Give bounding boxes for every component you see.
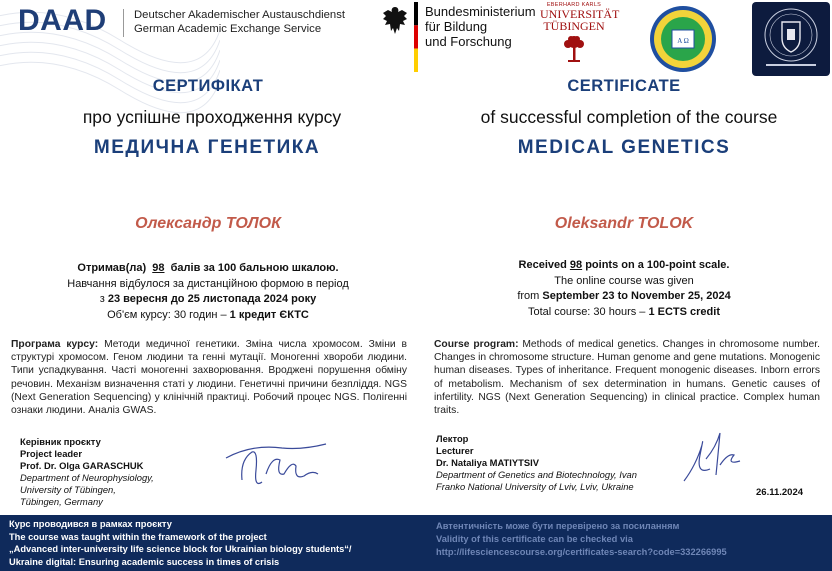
bmbf-line2: für Bildung [425, 19, 488, 34]
score-post-uk: балів за 100 бальною шкалою. [170, 262, 339, 274]
program-label-en: Course program: [434, 339, 519, 350]
leader-aff1: Department of Neurophysiology, [20, 472, 154, 483]
project-leader [20, 436, 154, 508]
leader-role-uk: Керівник проєкту [20, 436, 101, 447]
footer-line1: Курс проводився в рамках проєкту [9, 519, 172, 529]
score-uk: 98 [152, 262, 165, 274]
lecturer-aff1: Department of Genetics and Biotechnology, Ivan [436, 469, 637, 480]
verify-line1: Автентичність може бути перевірено за посиланням [436, 521, 680, 531]
course-name-en: MEDICAL GENETICS [517, 137, 731, 158]
volume-pre-uk: Об'єм курсу: 30 годин – [107, 308, 227, 321]
program-text-uk: Методи медичної генетики. Зміна числа хромосом. Зміни в структурі хромосом. Геном людини та генні мутації. Моногенні хвороби людини. Типи успадкування. Часті моногенні захворювання. Вроджені порушення обміну речовин. Механізм визначення статі у людини. Генетичні причини безпліддя. NGS (Next Generation Sequencing) у клінічній практиці. Робочий процес NGS. Полігенні ознаки людини. Аналіз GWAS. [11, 339, 407, 417]
score-post-en: points on a 100-point scale. [585, 259, 730, 271]
score-pre-en: Received [518, 259, 567, 271]
course-program-uk [11, 338, 407, 417]
score-pre-uk: Отримав(ла) [77, 262, 147, 274]
german-flag-icon [414, 2, 418, 72]
lviv-university-logo [752, 2, 830, 76]
university-seal-icon [648, 4, 718, 74]
period-uk: 23 вересня до 25 листопада 2024 року [107, 293, 317, 305]
lecturer-name: Dr. Nataliya MATIYTSIV [436, 457, 539, 468]
footer-line3: „Advanced inter-university life science block for Ukrainian biology students“/ [9, 544, 352, 554]
project-info [9, 518, 352, 568]
tubingen-small: EBERHARD KARLS [546, 2, 602, 8]
issue-date: 26.11.2024 [756, 487, 804, 498]
recipient-name-uk: Олександр ТОЛОК [135, 215, 281, 232]
lecturer-role-en: Lecturer [436, 445, 474, 456]
volume-line-uk [0, 308, 416, 324]
daad-line2: German Academic Exchange Service [134, 23, 322, 35]
subtitle-en: of successful completion of the course [480, 107, 778, 127]
leader-aff3: Tübingen, Germany [20, 496, 103, 507]
leader-name: Prof. Dr. Olga GARASCHUK [20, 460, 144, 471]
recipient-name-en: Oleksandr TOLOK [554, 215, 694, 232]
period-line-en [416, 289, 832, 305]
volume-line-en [416, 305, 832, 321]
bmbf-line3: und Forschung [425, 34, 512, 49]
title-uk: СЕРТИФІКАТ [152, 77, 264, 95]
logo-divider [123, 9, 124, 37]
period-pre-en: from [517, 290, 540, 302]
volume-uk: 1 кредит ЄКТС [229, 308, 309, 321]
lecturer [436, 433, 637, 493]
mode-uk: Навчання відбулося за дистанційною формою в період [67, 277, 349, 290]
tubingen-line1: UNIVERSITÄT [540, 7, 620, 21]
course-info-en [416, 258, 832, 320]
leader-role-en: Project leader [20, 448, 83, 459]
leader-signature [222, 430, 332, 494]
verify-line2: Validity of this certificate can be checked via [436, 534, 633, 544]
score-line-uk [0, 261, 416, 277]
footer-line4: Ukraine digital: Ensuring academic success in times of crisis [9, 556, 280, 567]
score-line-en [416, 258, 832, 274]
daad-line1: Deutscher Akademischer Austauschdienst [134, 9, 345, 21]
verify-link[interactable]: http://lifesciencescourse.org/certificates-search?code=332266995 [436, 547, 727, 557]
palm-tree-icon [559, 34, 589, 64]
svg-text:A Ω: A Ω [677, 37, 689, 45]
program-text-en: Methods of medical genetics. Changes in chromosome number. Changes in chromosome structure. Human genome and gene mutations. Monogenic human diseases. Types of inheritance. Frequent monogenic diseases. Inborn errors of metabolism. Mechanism of sex determination in humans. Genetic causes of infertility. NGS (Next Generation Sequencing) in clinical practice. Complex human traits. [434, 339, 820, 417]
leader-aff2: University of Tübingen, [20, 484, 116, 495]
verification-info [436, 520, 727, 559]
footer-line2: The course was taught within the framework of the project [9, 531, 267, 542]
lecturer-role-uk: Лектор [436, 433, 469, 444]
subtitle-uk: про успішне проходження курсу [82, 107, 342, 127]
period-pre-uk: з [99, 293, 105, 305]
course-program-en [434, 338, 820, 417]
score-en: 98 [569, 259, 583, 271]
daad-logo: DAAD [18, 4, 107, 37]
period-line-uk [0, 292, 416, 308]
period-en: September 23 to November 25, 2024 [542, 290, 731, 302]
mode-en: The online course was given [554, 274, 694, 287]
daad-name [134, 8, 345, 36]
tubingen-line2: TÜBINGEN [543, 19, 605, 33]
bmbf-line1: Bundesministerium [425, 4, 536, 19]
bmbf-name [425, 4, 536, 49]
course-info-uk [0, 261, 416, 323]
title-en: CERTIFICATE [567, 77, 681, 95]
course-name-uk: МЕДИЧНА ГЕНЕТИКА [93, 137, 321, 158]
program-label-uk: Програма курсу: [11, 339, 99, 350]
volume-pre-en: Total course: 30 hours – [528, 305, 646, 318]
lecturer-signature [676, 425, 746, 491]
tubingen-logo [540, 2, 620, 66]
crest-icon [752, 2, 830, 76]
lecturer-aff2: Franko National University of Lviv, Lviv, Ukraine [436, 481, 634, 492]
eagle-icon [380, 4, 410, 38]
volume-en: 1 ECTS credit [648, 305, 720, 318]
